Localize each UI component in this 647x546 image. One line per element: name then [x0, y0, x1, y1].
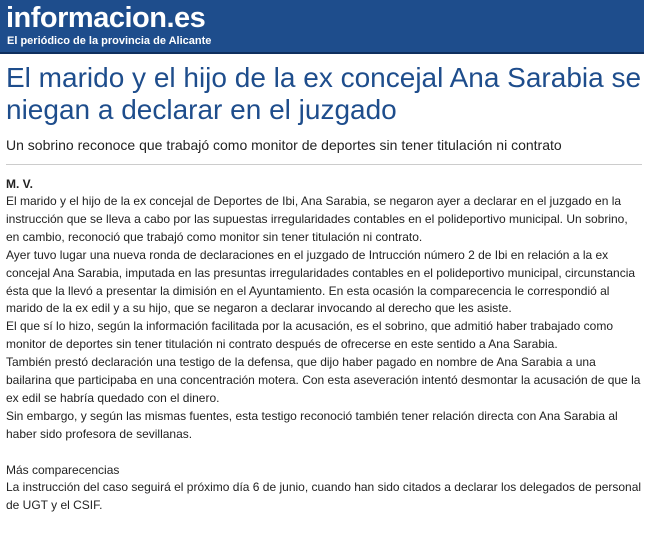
paragraph: Sin embargo, y según las mismas fuentes, esta testigo reconoció también tener relación directa con Ana Sarabia al haber sido profesora de sevillanas.	[6, 408, 618, 441]
article-subtitle: Un sobrino reconoce que trabajó como monitor de deportes sin tener titulación ni contrato	[6, 137, 562, 153]
divider	[6, 164, 642, 165]
article-body	[6, 193, 642, 515]
paragraph: El marido y el hijo de la ex concejal de Deportes de Ibi, Ana Sarabia, se negaron ayer a declarar en el juzgado en la instrucción que se lleva a cabo por las supuestas irregularidades contables en el polideportivo municipal. Un sobrino, en cambio, reconoció que trabajó como monitor sin tener titulación ni contrato.	[6, 194, 628, 244]
tagline: El periódico de la provincia de Alicante	[7, 35, 212, 47]
article-headline: El marido y el hijo de la ex concejal Ana Sarabia se niegan a declarar en el juzgado	[6, 62, 642, 125]
masthead	[0, 0, 644, 54]
paragraph: También prestó declaración una testigo de la defensa, que dijo haber pagado en nombre de Ana Sarabia a una bailarina que participaba en una concentración motera. Con esta aseveración intentó desmontar la acusación de que la ex edil se habría quedado con el dinero.	[6, 355, 641, 405]
article-byline: M. V.	[6, 177, 33, 191]
section-subhead: Más comparecencias	[6, 462, 120, 477]
paragraph: La instrucción del caso seguirá el próximo día 6 de junio, cuando han sido citados a declarar los delegados de personal de UGT y el CSIF.	[6, 480, 642, 513]
site-logo[interactable]	[6, 2, 205, 34]
logo-main: informacion	[6, 2, 167, 34]
logo-tld: .es	[166, 2, 206, 34]
paragraph: El que sí lo hizo, según la información facilitada por la acusación, es el sobrino, que admitió haber trabajado como monitor de deportes sin tener titulación ni contrato después de ofrecerse en este sentido a Ana Sarabia.	[6, 319, 614, 352]
paragraph: Ayer tuvo lugar una nueva ronda de declaraciones en el juzgado de Intrucción número 2 de Ibi en relación a la ex concejal Ana Sarabia, imputada en las presuntas irregularidades contables en el polideportivo municipal, circunstancia ésta que la llevó a presentar la dimisión en el Ayuntamiento. En esta ocasión la comparecencia le correspondió al marido de la ex edil y a su hijo, que se negaron a declarar invocando al derecho que les asiste.	[6, 247, 636, 316]
